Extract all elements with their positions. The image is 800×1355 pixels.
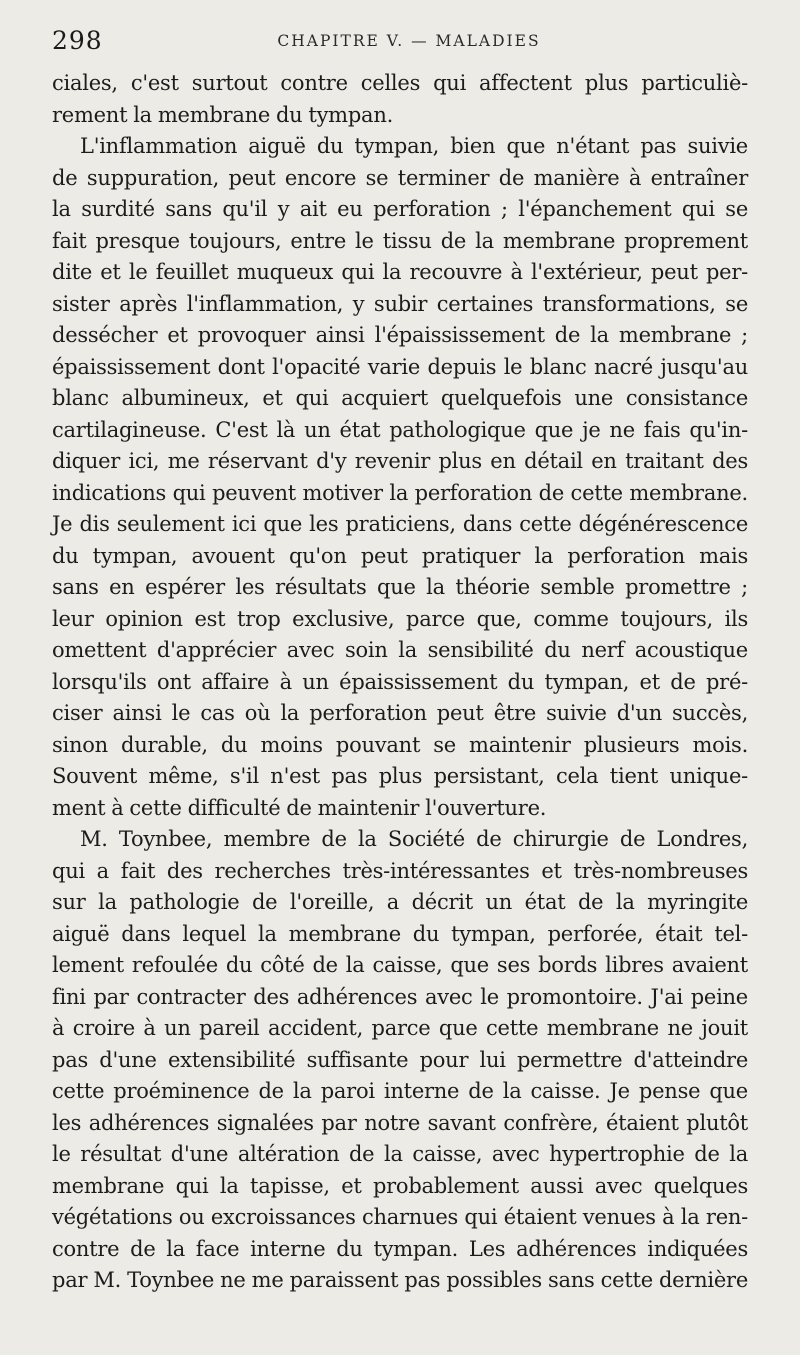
- running-head: CHAPITRE V. — MALADIES: [277, 32, 541, 50]
- text-line: fini par contracter des adhérences avec le promontoire. J'ai peine: [52, 984, 748, 1009]
- text-line: végétations ou excroissances charnues qui étaient venues à la ren-: [52, 1205, 748, 1229]
- text-line: à croire à un pareil accident, parce que cette membrane ne jouit: [52, 1016, 748, 1040]
- text-line: indications qui peuvent motiver la perforation de cette membrane.: [52, 480, 748, 505]
- text-line: contre de la face interne du tympan. Les adhérences indiquées: [52, 1236, 748, 1261]
- text-line: cartilagineuse. C'est là un état pathologique que je ne fais qu'in-: [52, 417, 748, 442]
- text-line: de suppuration, peut encore se terminer de manière à entraîner: [52, 165, 748, 190]
- text-line: sans en espérer les résultats que la théorie semble promettre ;: [52, 575, 748, 599]
- text-line: qui a fait des recherches très-intéressantes et très-nombreuses: [52, 858, 748, 883]
- text-line: fait presque toujours, entre le tissu de la membrane proprement: [52, 228, 748, 253]
- text-line: membrane qui la tapisse, et probablement aussi avec quelques: [52, 1173, 748, 1198]
- text-line: diquer ici, me réservant d'y revenir plus en détail en traitant des: [52, 449, 748, 473]
- body-text: [52, 68, 748, 1297]
- text-line: lement refoulée du côté de la caisse, que ses bords libres avaient: [52, 953, 748, 977]
- text-line: omettent d'apprécier avec soin la sensibilité du nerf acoustique: [52, 638, 748, 662]
- text-line: cette proéminence de la paroi interne de la caisse. Je pense que: [52, 1079, 748, 1103]
- text-line: épaississement dont l'opacité varie depuis le blanc nacré jusqu'au: [52, 354, 748, 379]
- text-line: la surdité sans qu'il y ait eu perforation ; l'épanchement qui se: [52, 197, 748, 221]
- text-line: sur la pathologie de l'oreille, a décrit un état de la myringite: [52, 890, 748, 914]
- text-line: Je dis seulement ici que les praticiens, dans cette dégénérescence: [52, 512, 748, 536]
- text-line: dite et le feuillet muqueux qui la recouvre à l'extérieur, peut per-: [52, 260, 748, 284]
- text-line: par M. Toynbee ne me paraissent pas possibles sans cette dernière: [52, 1268, 748, 1292]
- text-line: pas d'une extensibilité suffisante pour lui permettre d'atteindre: [52, 1047, 748, 1072]
- text-line: ciser ainsi le cas où la perforation peut être suivie d'un succès,: [52, 701, 748, 725]
- text-line: ment à cette difficulté de maintenir l'ouverture.: [52, 795, 547, 820]
- text-line: lorsqu'ils ont affaire à un épaississement du tympan, et de pré-: [52, 669, 748, 694]
- text-line: Souvent même, s'il n'est pas plus persistant, cela tient unique-: [52, 764, 748, 788]
- text-line: leur opinion est trop exclusive, parce que, comme toujours, ils: [52, 606, 748, 631]
- page-header: [52, 26, 766, 56]
- text-line: ciales, c'est surtout contre celles qui affectent plus particuliè-: [52, 71, 748, 95]
- paragraph-first-line: M. Toynbee, membre de la Société de chirurgie de Londres,: [80, 827, 748, 851]
- text-line: dessécher et provoquer ainsi l'épaississement de la membrane ;: [52, 323, 748, 347]
- text-line: les adhérences signalées par notre savant confrère, étaient plutôt: [52, 1110, 748, 1135]
- text-line: du tympan, avouent qu'on peut pratiquer la perforation mais: [52, 543, 748, 568]
- page-number: 298: [52, 26, 103, 55]
- text-line: le résultat d'une altération de la caisse, avec hypertrophie de la: [52, 1142, 748, 1166]
- text-line: sinon durable, du moins pouvant se maintenir plusieurs mois.: [52, 732, 748, 757]
- text-line: rement la membrane du tympan.: [52, 102, 394, 127]
- text-line: sister après l'inflammation, y subir certaines transformations, se: [52, 291, 748, 316]
- paragraph-first-line: L'inflammation aiguë du tympan, bien que n'étant pas suivie: [80, 134, 748, 158]
- text-line: blanc albumineux, et qui acquiert quelquefois une consistance: [52, 386, 748, 410]
- text-line: aiguë dans lequel la membrane du tympan, perforée, était tel-: [52, 921, 748, 946]
